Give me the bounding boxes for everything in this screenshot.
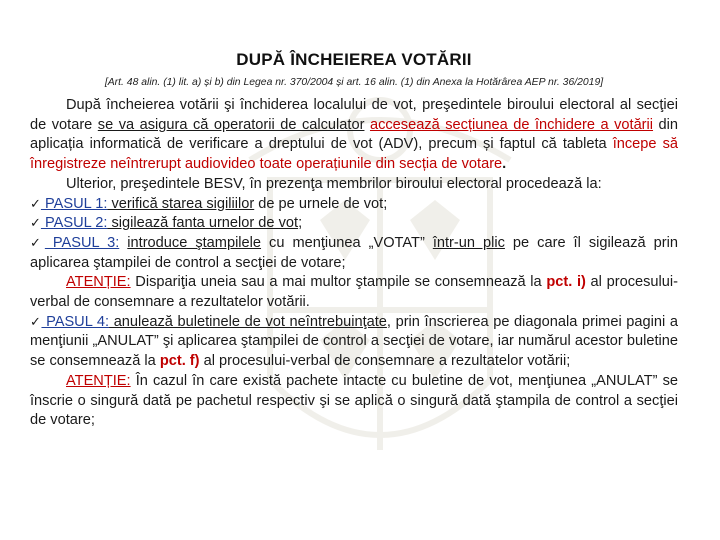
page-title: DUPĂ ÎNCHEIEREA VOTĂRII — [236, 50, 472, 69]
step-3-action-envelope: într-un plic — [432, 234, 505, 251]
note-1-text: Dispariţia uneia sau a mai multor ştampile se consemnează la — [130, 274, 547, 291]
step-1-rest: de pe urnele de vot; — [254, 195, 388, 212]
step-4 — [30, 313, 678, 372]
step-2 — [30, 214, 678, 234]
note-2 — [30, 372, 678, 431]
intro-text-1: După încheierea votării şi închiderea localului de vot, preşedintele biroului electoral al secţiei de votare — [30, 97, 678, 133]
note-2-label: ATENȚIE: — [66, 372, 131, 389]
step-3-label: PASUL 3: — [44, 234, 120, 251]
step-1-label: PASUL 1: — [40, 195, 108, 212]
step-2-label: PASUL 2: — [40, 215, 108, 232]
step-4-action: anulează buletinele de vot neîntrebuinţate — [109, 313, 387, 330]
step-4-label: PASUL 4: — [41, 313, 110, 330]
intro-text-recording: începe să înregistreze neîntrerupt audiovideo toate operațiunile din secția de votare — [30, 136, 678, 173]
step-1-action: verifică starea sigiliilor — [107, 195, 255, 212]
intro-text-end: . — [502, 156, 507, 173]
step-3 — [30, 234, 678, 273]
intro-text-closing-section: accesează secțiunea de închidere a votării — [369, 116, 654, 133]
legal-reference: [Art. 48 alin. (1) lit. a) și b) din Legea nr. 370/2004 și art. 16 alin. (1) din Anexa la Hotărârea AEP nr. 36/2019] — [104, 77, 604, 88]
check-mark-icon: ✓ — [30, 314, 42, 330]
step-2-action: sigilează fanta urnelor de vot — [107, 215, 299, 232]
document-page — [30, 50, 678, 431]
step-4-rest: , prin înscrierea pe diagonala primei pagini a menţiunii „ANULAT” şi aplicarea ştampilei de control a secţiei de votare, iar numărul acestor buletine se consemnează la — [30, 313, 678, 370]
step-3-action-stamps: introduce ştampilele — [127, 234, 262, 251]
step-3-text-1: cu menţiunea „VOTAT” — [261, 234, 433, 251]
step-4-end: al procesului-verbal de consemnare a rezultatelor votării; — [199, 353, 571, 370]
note-1-ref: pct. i) — [546, 274, 586, 291]
check-mark-icon: ✓ — [30, 235, 45, 251]
note-2-text: În cazul în care există pachete intacte cu buletine de vot, menţiunea „ANULAT” se înscrie o singură dată pe pachetul respectiv şi se aplică o singură dată ştampila de control a secţiei de votare; — [30, 372, 678, 429]
step-1 — [30, 195, 678, 215]
procedure-intro: Ulterior, preşedintele BESV, în prezenţa membrilor biroului electoral procedează la: — [66, 175, 602, 192]
intro-paragraph — [30, 96, 678, 175]
check-mark-icon: ✓ — [30, 216, 41, 232]
check-mark-icon: ✓ — [30, 196, 41, 212]
intro-text-2: din aplicația informatică de verificare a dreptului de vot (ADV), precum și faptul că tableta — [30, 116, 679, 153]
note-1 — [30, 273, 678, 312]
note-1-end: al procesului-verbal de consemnare a rezultatelor votării. — [30, 274, 678, 311]
intro-text-operators: se va asigura că operatorii de calculator — [97, 116, 365, 133]
step-2-rest: ; — [298, 215, 303, 232]
step-3-text-2: pe care îl sigilează prin aplicarea ştampilei de control a secţiei de votare; — [30, 234, 678, 271]
note-1-label: ATENȚIE: — [66, 274, 131, 291]
step-4-ref: pct. f) — [159, 353, 200, 370]
